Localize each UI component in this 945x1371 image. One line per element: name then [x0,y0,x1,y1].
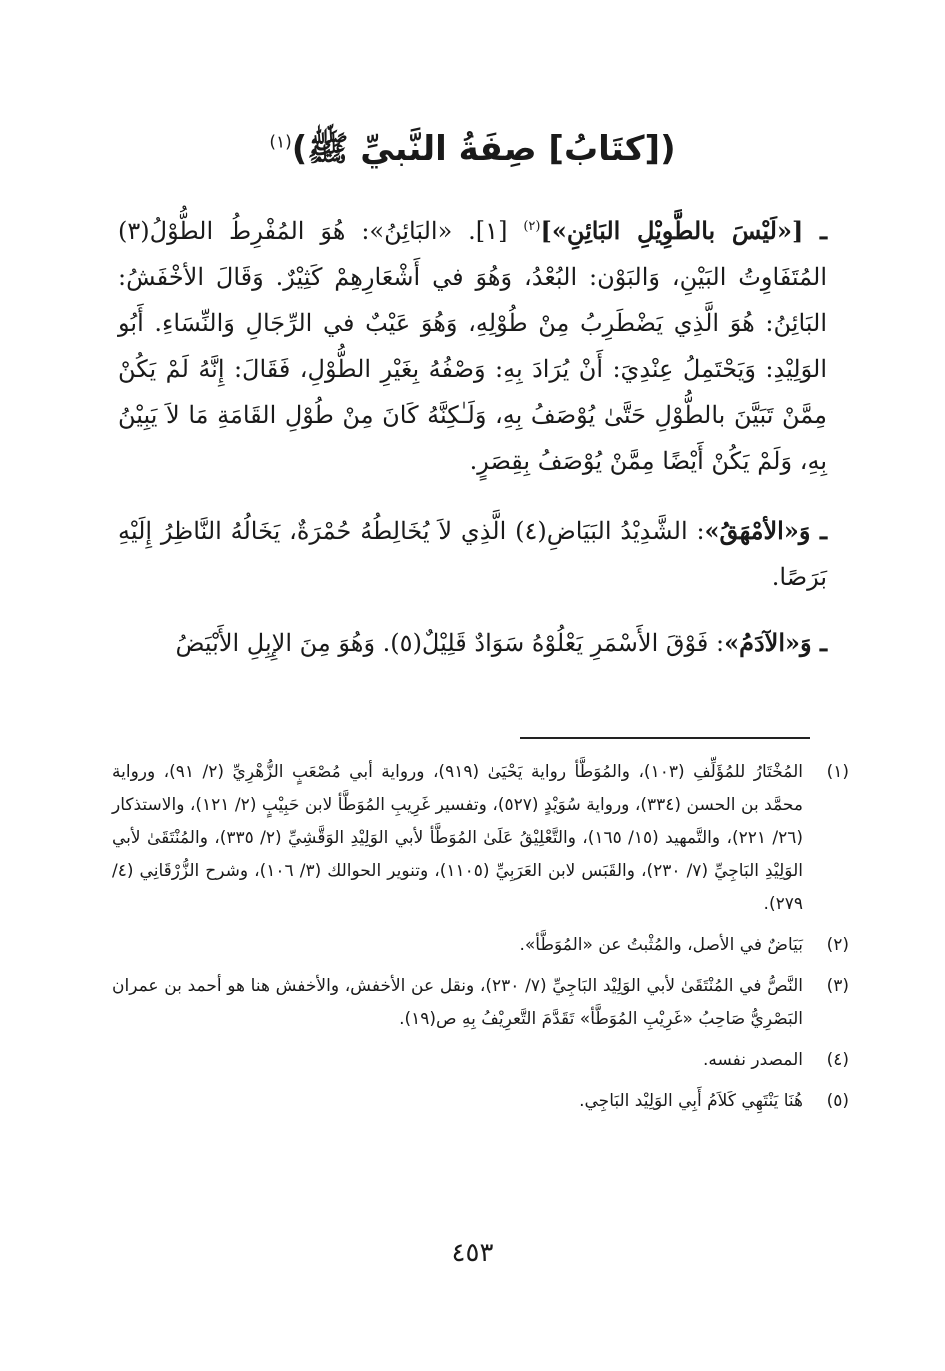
footnote-number: (٣) [826,976,849,996]
footnote-text: بَيَاضٌ في الأصل، والمُثْبتُ عن «المُوَطَّأ». [519,935,803,955]
paragraph-2 [118,508,827,600]
paragraph-1-lead: ـ [«لَيْسَ بالطَّوِيْلِ البَائِنِ»] [540,216,827,245]
footnote-3 [112,970,849,1036]
footnotes [112,756,849,1126]
footnote-separator [520,737,810,739]
paragraph-1-text: [١]. «البَائِنُ»: هُوَ المُفْرِطُ الطُّوْلُ(٣) المُتَفَاوِتُ البَيْنِ، وَالبَوْن: البُعْدُ، وَهُوَ في أَشْعَارِهِمْ كَثِيْرٌ. وَقَالَ الأخْفَشُ: البَائِنُ: هُوَ الَّذِي يَضْطَرِبُ مِنْ طُوْلِهِ، وَهُوَ عَيْبٌ في الرِّجَالِ وَالنِّسَاءِ. أَبُو الوَلِيْدِ: وَيَحْتَمِلُ عِنْدِيَ: أَنْ يُرَادَ بِهِ: وَصْفُهُ بِغَيْرِ الطُّوْلِ، فَقَالَ: إِنَّهُ لَمْ يَكُنْ مِمَّنْ تَبَيَّنَ بالطُّوْلِ حَتَّىٰ يُوْصَفُ بِهِ، وَلَـٰكِنَّهُ كَانَ مِنْ طُوْلِ القَامَةِ مَا لاَ يَبِيْنُ بِهِ، وَلَمْ يَكُنْ أَيْضًا مِمَّنْ يُوْصَفُ بِقِصَرٍ. [118,217,827,475]
chapter-title [0,128,945,177]
footnote-number: (٥) [826,1091,849,1111]
footnote-4 [112,1044,849,1077]
footnote-number: (١) [826,762,849,782]
paragraph-3-lead: ـ وَ«الآدَمُ» [724,628,827,657]
paragraph-1 [118,208,827,484]
paragraph-3-text: : فَوْقَ الأَسْمَرِ يَعْلُوْهُ سَوَادٌ قَلِيْلٌ(٥). وَهُوَ مِنَ الإِبِلِ الأَبْيَضُ [175,629,725,657]
footnote-text: المصدر نفسه. [702,1050,803,1070]
chapter-title-note: (١) [269,132,292,153]
main-text [118,208,827,690]
paragraph-2-text: : الشَّدِيْدُ البَيَاضِ(٤) الَّذِي لاَ يُخَالِطُهُ حُمْرَةٌ، يَخَالُهُ النَّاظِرُ إِلَيْهِ بَرَصًا. [118,517,827,591]
paragraph-2-lead: ـ وَ«الأمْهَقُ» [704,516,828,545]
footnote-1 [112,756,849,921]
chapter-title-text: ([كتَابُ] صِفَةُ النَّبيِّ ﷺ) [291,129,676,169]
footnote-5 [112,1085,849,1118]
footnote-text: هُنَا يَنْتَهِي كَلاَمُ أَبِي الوَلِيْد البَاجِي. [579,1091,803,1111]
paragraph-3 [118,620,827,666]
paragraph-1-note: (٢) [523,219,541,234]
footnote-text: النَّصُّ في المُنْتَقَىٰ لأبي الوَلِيْد البَاجِيِّ (٧/ ٢٣٠)، ونقل عن الأخفش، والأخفش هنا هو أحمد بن عمران البَصْرِيُّ صَاحِبُ «غَرِيْبِ المُوَطَّأ» تَقَدَّمَ التَّعرِيْفُ بِهِ ص(١٩). [112,976,803,1029]
footnote-number: (٢) [826,935,849,955]
footnote-number: (٤) [826,1050,849,1070]
footnote-2 [112,929,849,962]
footnote-text: المُخْتَارُ للمُؤَلِّفِ (١٠٣)، والمُوَطَّأ رواية يَحْيَىٰ (٩١٩)، ورواية أبي مُصْعَبٍ الزُّهْرِيِّ (٢/ ٩١)، ورواية محمَّد بن الحسن (٣٣٤)، ورواية سُوَيْدٍ (٥٢٧)، وتفسير غَرِيبِ المُوَطَّأ لابن حَبِيْبٍ (٢/ ١٢١)، والاستذكار (٢٦/ ٢٢١)، والتَّمهيد (١٥/ ١٦٥)، والتَّعْلِيْقُ عَلَىٰ المُوَطَّأ لأبي الوَلِيْدِ الوَقَّشِيِّ (٢/ ٣٣٥)، والمُنْتَقَىٰ لأبي الوَلِيْدِ البَاجِيِّ (٧/ ٢٣٠)، والقَبَس لابن العَرَبِيِّ (١١٠٥)، وتنوير الحوالك (٣/ ١٠٦)، وشرح الزُّرْقَانِي (٤/ ٢٧٩). [112,762,804,914]
page-number: ٤٥٣ [451,1238,494,1268]
